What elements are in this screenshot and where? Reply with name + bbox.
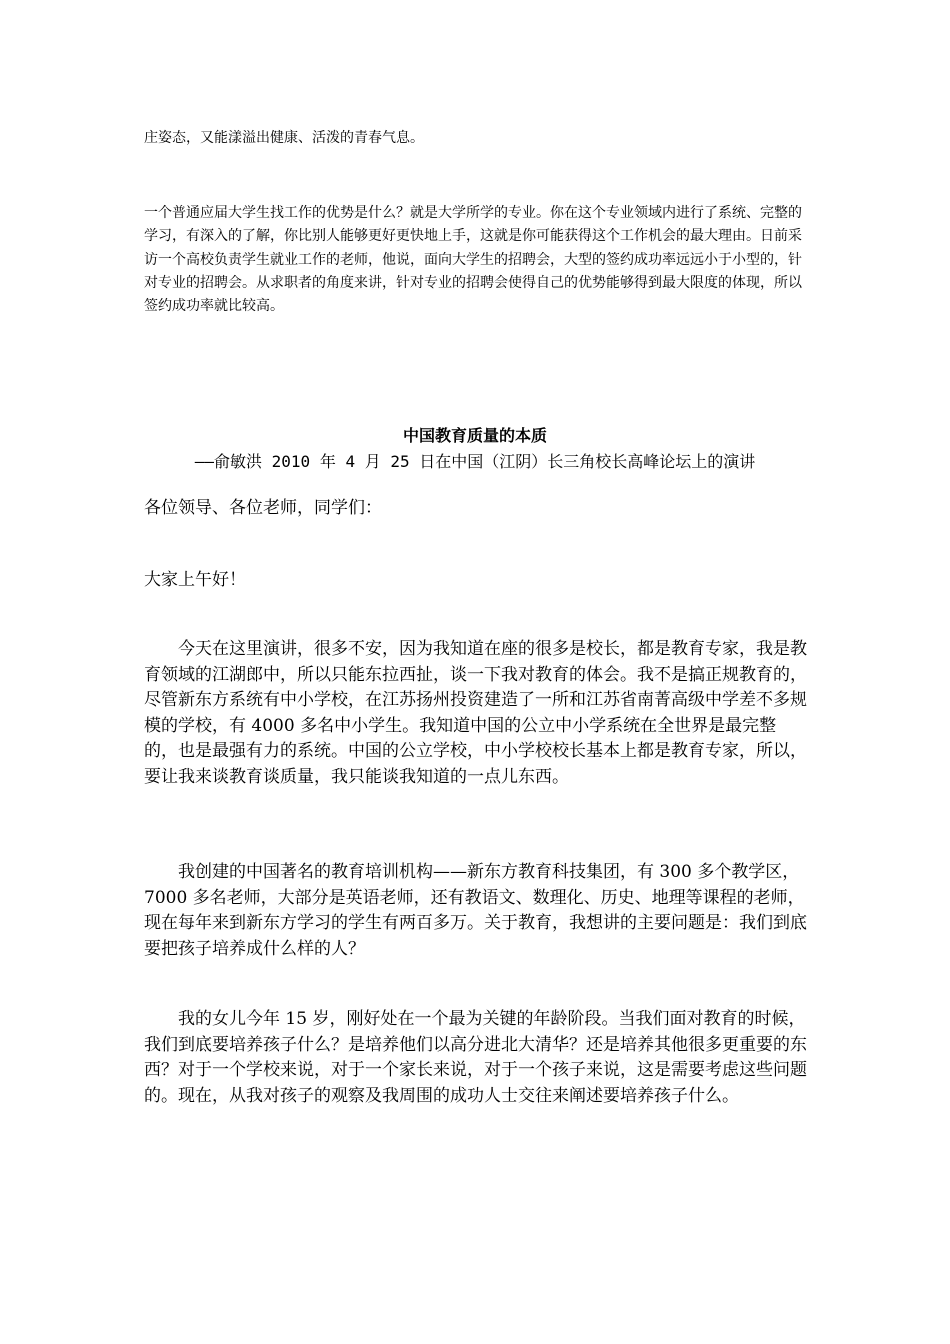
speech-subtitle: ——俞敏洪 2010 年 4 月 25 日在中国（江阴）长三角校长高峰论坛上的演讲 <box>194 452 756 471</box>
job-advantage-paragraph: 一个普通应届大学生找工作的优势是什么？就是大学所学的专业。你在这个专业领域内进行了系统、完整的学习，有深入的了解，你比别人能够更好更快地上手，这就是你可能获得这个工作机会的最大理由。日前采访一个高校负责学生就业工作的老师，他说，面向大学生的招聘会，大型的签约成功率远远小于小型的，针对专业的招聘会。从求职者的角度来讲，针对专业的招聘会使得自己的优势能够得到最大限度的体现，所以签约成功率就比较高。 <box>144 205 802 315</box>
greeting: 大家上午好！ <box>144 570 246 590</box>
speech-paragraph-2: 我创建的中国著名的教育培训机构——新东方教育科技集团，有 300 多个教学区，7000 多名老师，大部分是英语老师，还有教语文、数理化、历史、地理等课程的老师，现在每年来到新东方学习的学生有两百多万。关于教育，我想讲的主要问题是：我们到底要把孩子培养成什么样的人？ <box>144 862 807 959</box>
salutation: 各位领导、各位老师，同学们： <box>144 498 382 518</box>
speech-paragraph-1: 今天在这里演讲，很多不安，因为我知道在座的很多是校长，都是教育专家，我是教育领域的江湖郎中，所以只能东拉西扯，谈一下我对教育的体会。我不是搞正规教育的，尽管新东方系统有中小学校，在江苏扬州投资建造了一所和江苏省南菁高级中学差不多规模的学校，有 4000 多名中小学生。我知道中国的公立中小学系统在全世界是最完整的，也是最强有力的系统。中国的公立学校，中小学校校长基本上都是教育专家，所以，要让我来谈教育谈质量，我只能谈我知道的一点儿东西。 <box>144 639 807 787</box>
speech-title: 中国教育质量的本质 <box>402 426 547 445</box>
intro-fragment: 庄姿态，又能漾溢出健康、活泼的青春气息。 <box>144 130 424 146</box>
speech-paragraph-3: 我的女儿今年 15 岁，刚好处在一个最为关键的年龄阶段。当我们面对教育的时候，我们到底要培养孩子什么？是培养他们以高分进北大清华？还是培养其他很多更重要的东西？对于一个学校来说，对于一个家长来说，对于一个孩子来说，这是需要考虑这些问题的。现在，从我对孩子的观察及我周围的成功人士交往来阐述要培养孩子什么。 <box>144 1009 807 1106</box>
